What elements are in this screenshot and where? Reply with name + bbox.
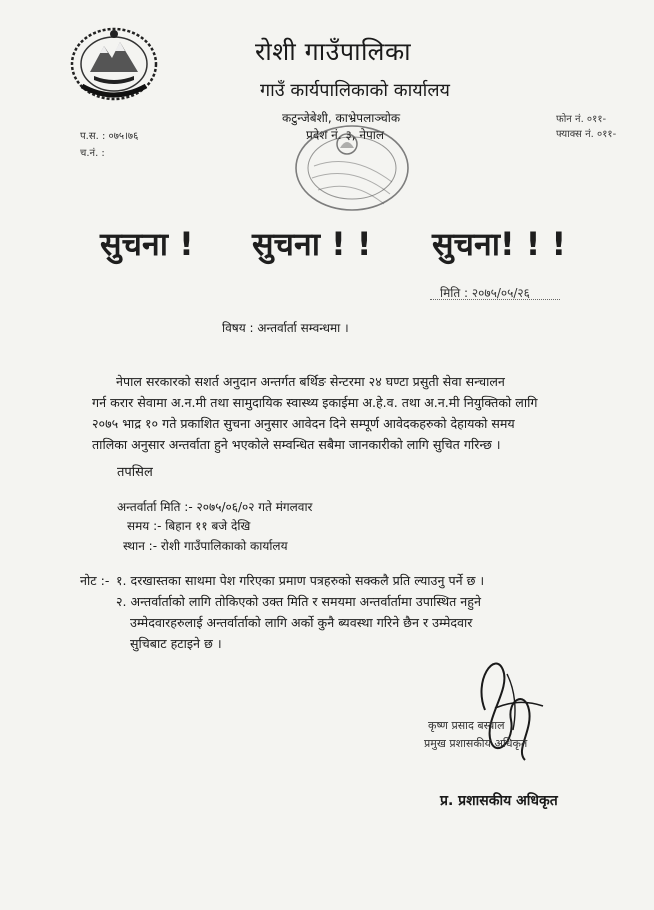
body-line: गर्न करार सेवामा अ.न.मी तथा सामुदायिक स्वास्थ्य इकाईमा अ.हे.व. तथा अ.न.मी नियुक्तिको लागि xyxy=(92,395,538,410)
fax-number: फ्याक्स नं. ०११- xyxy=(556,129,617,140)
note-1: १. दरखास्तका साथमा पेश गरिएका प्रमाण पत्रहरुको सक्कलै प्रति ल्याउनु पर्ने छ । xyxy=(116,573,485,588)
date-underline xyxy=(430,299,560,300)
office-province: प्रदेश नं. ३, नेपाल xyxy=(306,128,385,142)
note-2-line-1: २. अन्तर्वार्ताको लागि तोकिएको उक्त मिति र समयमा अन्तर्वार्तामा उपास्थित नहुने xyxy=(116,594,481,609)
notice-heading-3: सुचना! ! ! xyxy=(432,225,567,263)
chalani-number: च.नं. : xyxy=(80,148,105,159)
notice-heading-2: सुचना ! ! xyxy=(252,225,372,263)
interview-venue: स्थान :- रोशी गाउँपालिकाको कार्यालय xyxy=(123,539,288,553)
signature-icon xyxy=(455,650,575,770)
notes-section xyxy=(80,570,484,654)
interview-time: समय :- बिहान ११ बजे देखि xyxy=(127,519,251,533)
nepal-emblem-icon xyxy=(68,22,160,102)
notice-date: मिति : २०७५/०५/२६ xyxy=(440,286,530,300)
body-line: २०७५ भाद्र १० गते प्रकाशित सुचना अनुसार आवेदन दिने सम्पूर्ण आवेदकहरुको देहायको समय xyxy=(92,416,515,431)
body-line: तालिका अनुसार अन्तर्वाता हुने भएकोले सम्वन्धित सबैमा जानकारीको लागि सुचित गरिन्छ । xyxy=(92,437,501,452)
details-heading: तपसिल xyxy=(117,465,153,480)
note-2-line-2: उम्मेदवारहरुलाई अन्तर्वार्ताको लागि अर्को कुनै ब्यवस्था गरिने छैन र उम्मेदवार xyxy=(130,615,473,630)
notice-heading-1: सुचना ! xyxy=(100,225,194,263)
notice-body xyxy=(92,371,602,455)
office-name: गाउँ कार्यपालिकाको कार्यालय xyxy=(260,80,450,101)
signatory-role: प्रमुख प्रशासकीय अधिकृत xyxy=(424,737,528,750)
signatory-designation: प्र. प्रशासकीय अधिकृत xyxy=(440,793,558,809)
patra-sankhya: प.स. : ०७५।७६ xyxy=(80,131,139,142)
office-stamp-icon xyxy=(292,122,412,214)
note-2-line-3: सुचिबाट हटाइने छ । xyxy=(130,636,222,651)
organization-name: रोशी गाउँपालिका xyxy=(255,37,412,66)
phone-number: फोन नं. ०११- xyxy=(556,114,607,125)
signatory-name: कृष्ण प्रसाद बस्याल xyxy=(428,719,505,732)
body-line: नेपाल सरकारको सशर्त अनुदान अन्तर्गत बर्थिङ सेन्टरमा २४ घण्टा प्रसुती सेवा सन्चालन xyxy=(116,374,505,389)
office-address: कटुन्जेबेशी, काभ्रेपलाञ्चोक xyxy=(282,111,401,125)
notes-label: नोट :- xyxy=(80,573,110,588)
notice-subject: विषय : अन्तर्वार्ता सम्वन्धमा । xyxy=(222,321,349,335)
interview-date: अन्तर्वार्ता मिति :- २०७५/०६/०२ गते मंगलवार xyxy=(117,500,313,514)
